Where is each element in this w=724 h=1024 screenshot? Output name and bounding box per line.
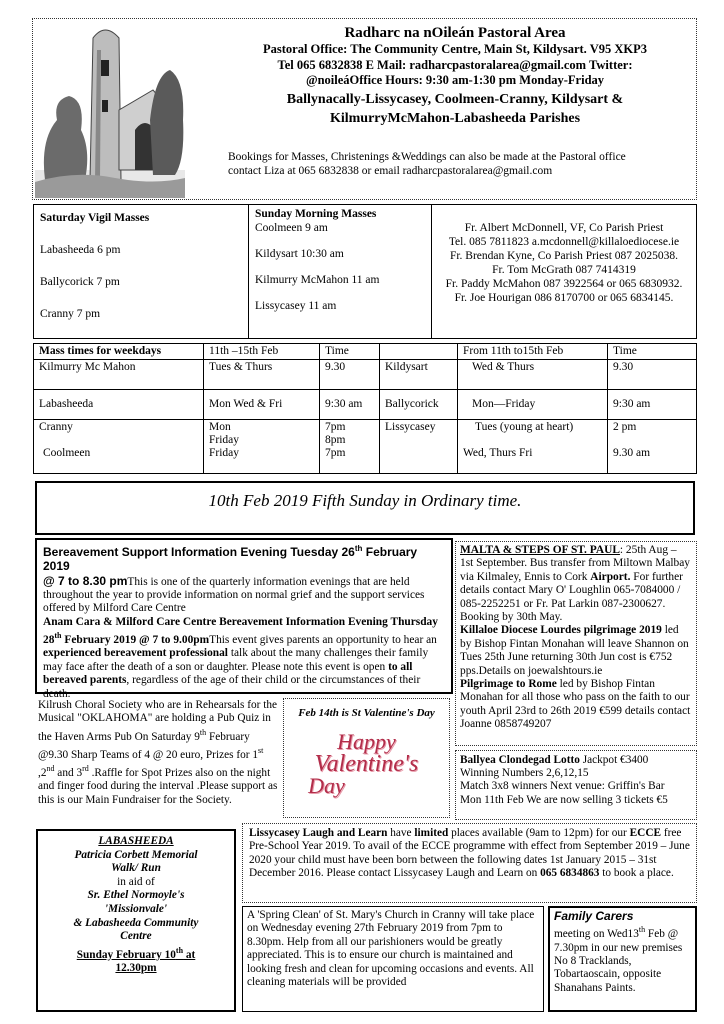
priest-line: Fr. Brendan Kyne, Co Parish Priest 087 2025038.: [449, 250, 679, 262]
kilrush-sup: st: [257, 745, 264, 755]
table-cell: 9:30 am: [608, 390, 697, 420]
labasheeda-title: LABASHEEDA: [98, 835, 174, 847]
anam-cara-sup: th: [54, 631, 62, 641]
table-cell: Kilmurry Mc Mahon: [34, 360, 204, 390]
cell-line: 7pm: [325, 421, 346, 433]
table-header: 11th –15th Feb: [204, 344, 320, 360]
cell-line: Coolmeen: [43, 447, 91, 459]
pilgrimages-notice: [455, 541, 697, 746]
bereavement-notice: [35, 538, 453, 700]
table-cell: Ballycorick: [380, 390, 458, 420]
lissycasey-emph: limited: [414, 827, 449, 839]
labasheeda-line: & Labasheeda Community Centre: [73, 916, 199, 943]
bookings-line-1: Bookings for Masses, Christenings &Weddings can also be made at the Pastoral office: [228, 151, 626, 163]
cell-line: Cranny: [39, 421, 73, 433]
family-carers-text: meeting on Wed13: [554, 928, 639, 941]
priest-line: Tel. 085 7811823 a.mcdonnell@killaloediocese.ie: [448, 236, 680, 248]
table-cell: 9.30: [320, 360, 380, 390]
labasheeda-line: 'Missionvale': [104, 902, 168, 915]
bereavement-title-sup: th: [354, 544, 363, 553]
bereavement-title-end: February 2019: [43, 544, 418, 574]
table-row: [34, 360, 697, 390]
family-carers-text: Feb @ 7.30pm in our new premises No 8 Tracklands, Tobartaoscain, opposite Shanahans Paints.: [554, 928, 683, 994]
table-header: From 11th to15th Feb: [458, 344, 608, 360]
rome-body: led by Bishop Fintan Monahan for all those who pass on the faith to our youth April 23rd to 26th 2019 €599 details contact Joanne 0858749207: [460, 678, 691, 731]
sunday-item: Kilmurry McMahon 11 am: [255, 274, 380, 286]
sunday-title: Sunday Morning Masses: [255, 208, 377, 220]
anam-cara-body: talk about the many challenges their family may face after the death of a son or daughter. Please note this event is open: [43, 647, 429, 673]
header-text: [218, 24, 692, 128]
bookings-note: [228, 150, 688, 178]
anam-cara-title: Anam Cara & Milford Care Centre Bereavement Information Evening Thursday 28: [43, 615, 438, 647]
table-header: Time: [608, 344, 697, 360]
anam-cara-body: This event gives parents an opportunity to hear an: [209, 634, 437, 647]
anam-cara-body: , regardless of the age of their child or the circumstances of their death.: [43, 674, 421, 700]
table-cell: [380, 420, 458, 474]
kilrush-sup: nd: [46, 764, 55, 774]
labasheeda-line: Sr. Ethel Normoyle's: [87, 889, 185, 902]
kilrush-text: and 3: [54, 766, 83, 779]
cell-line: Mon: [209, 421, 231, 433]
table-cell: Mon—Friday: [458, 390, 608, 420]
saturday-item: Labasheeda 6 pm: [40, 244, 121, 256]
table-cell: Kildysart: [380, 360, 458, 390]
anam-cara-emph: experienced bereavement professional: [43, 647, 228, 660]
cell-line: Tues (young at heart): [475, 421, 574, 433]
valentine-caption: Feb 14th is St Valentine's Day: [298, 707, 435, 719]
pastoral-office-address: Pastoral Office: The Community Centre, Main St, Kildysart. V95 XKP3: [263, 42, 647, 56]
labasheeda-date-sup: th: [175, 945, 184, 955]
lotto-jackpot: Jackpot €3400: [579, 754, 649, 766]
table-cell: Labasheeda: [34, 390, 204, 420]
lourdes-title: Killaloe Diocese Lourdes pilgrimage 2019: [460, 624, 662, 637]
bookings-line-2: contact Liza at 065 6832838 or email radharcpastoralarea@gmail.com: [228, 165, 553, 177]
rome-title: Pilgrimage to Rome: [460, 678, 557, 691]
lourdes-body: led by Bishop Fintan Monahan will leave Shannon on Tues 25th June returning 30th Jun cost is €752 pps.Details on joewalshtours.ie: [460, 624, 689, 677]
valentine-line: Happy: [337, 729, 396, 754]
saturday-masses: [34, 205, 249, 338]
table-cell: Wed & Thurs: [458, 360, 608, 390]
table-cell: 9.30: [608, 360, 697, 390]
table-cell: [320, 420, 380, 474]
table-cell: Tues & Thurs: [204, 360, 320, 390]
parishes-line-2: KilmurryMcMahon-Labasheeda Parishes: [329, 110, 581, 126]
labasheeda-date: Sunday February 10: [76, 948, 176, 961]
priests-contacts: [432, 205, 696, 338]
priest-line: Fr. Paddy McMahon 087 3922564 or 065 6830932.: [445, 278, 683, 290]
sunday-banner: 10th Feb 2019 Fifth Sunday in Ordinary time.: [35, 481, 695, 535]
weekday-masses-table: [33, 343, 697, 474]
table-row: [34, 420, 697, 474]
cell-line: Wed, Thurs Fri: [463, 447, 533, 459]
sunday-item: Coolmeen 9 am: [255, 222, 328, 234]
table-cell: 9:30 am: [320, 390, 380, 420]
lotto-title: Ballyea Clondegad Lotto: [460, 754, 580, 766]
spring-clean-notice: A 'Spring Clean' of St. Mary's Church in Cranny will take place on Wednesday evening 27th February 2019 from 7pm to 8.30pm. Help from all our parishioners would be greatly appreciated. This is to ensure our church is maintained and looking fresh and clean for upcoming occasions and events. All cleaning materials will be provided: [242, 906, 544, 1012]
priest-line: Fr. Joe Hourigan 086 8170700 or 065 6834145.: [454, 292, 674, 304]
kilrush-text: Kilrush Choral Society who are in Rehearsals for the Musical "OKLAHOMA" are holding a Pub Quiz in the Haven Arms Pub On Saturday 9: [38, 699, 278, 743]
lissycasey-emph: ECCE: [629, 827, 662, 839]
kilrush-sup: rd: [82, 764, 89, 774]
family-carers-notice: [548, 906, 697, 1012]
kilrush-text: February @9.30 Sharp Teams of 4 @ 20 euro, Prizes for 1: [38, 730, 258, 761]
cell-line: Friday: [209, 447, 240, 459]
family-carers-sup: th: [638, 925, 646, 935]
table-header: Mass times for weekdays: [34, 344, 204, 360]
family-carers-title: Family Carers: [554, 909, 634, 923]
sunday-item: Kildysart 10:30 am: [255, 248, 344, 260]
malta-body: : 25th Aug – 1st September. Bus transfer from Miltown Malbay via Kilmaley, Ennis to Cork: [460, 544, 690, 583]
valentine-line: Day: [308, 773, 345, 798]
table-header: Time: [320, 344, 380, 360]
cell-line: 2 pm: [613, 421, 637, 433]
bereavement-body: This is one of the quarterly information evenings that are held throughout the year to provide information on normal grief and the support services offered by Milford Care Centre: [43, 575, 425, 615]
table-row: [34, 390, 697, 420]
cell-line: Lissycasey: [385, 421, 436, 433]
lotto-next: Mon 11th Feb We are now selling 3 tickets €5: [460, 793, 668, 806]
malta-body: For further details contact Mary O' Loughlin 065-7084000 / 085-2252251 or Fr. Pat Larkin 087-2300627. Booking by 30th May.: [460, 570, 683, 624]
sunday-masses: [249, 205, 432, 338]
table-cell: [608, 420, 697, 474]
table-header-row: [34, 344, 697, 360]
kilrush-text: .Raffle for Spot Prizes also on the night and finger food during the interval .Please support as this is our Main Fundraiser for the Society.: [38, 766, 278, 806]
parishes-line-1: Ballynacally-Lissycasey, Coolmeen-Cranny, Kildysart &: [286, 91, 624, 107]
kilrush-sup: th: [199, 727, 207, 737]
table-cell: [458, 420, 608, 474]
lissycasey-title: Lissycasey Laugh and Learn: [249, 827, 388, 839]
contact-line-1: Tel 065 6832838 E Mail: radharcpastoralarea@gmail.com Twitter:: [277, 57, 633, 72]
saturday-item: Ballycorick 7 pm: [40, 276, 120, 288]
church-ruin-illustration: [35, 20, 185, 198]
labasheeda-line: Walk/ Run: [111, 862, 161, 875]
cell-line: 9.30 am: [613, 447, 651, 459]
priest-line: Fr. Albert McDonnell, VF, Co Parish Priest: [464, 222, 664, 234]
valentine-greeting: [284, 731, 449, 797]
anam-cara-title-end: February 2019 @ 7 to 9.00pm: [61, 634, 210, 647]
contact-line-2: @noileáOffice Hours: 9:30 am-1:30 pm Monday-Friday: [305, 73, 605, 87]
malta-title: MALTA & STEPS OF ST. PAUL: [460, 544, 620, 556]
anam-cara-emph: to all bereaved parents: [43, 660, 413, 687]
lotto-numbers: Winning Numbers 2,6,12,15: [460, 767, 589, 780]
labasheeda-line: in aid of: [117, 875, 155, 888]
lissycasey-text: free Pre-School Year 2019. To avail of the ECCE programme with effect from September 2019 – June 2020 your child must have been born between the following dates 1st January 2015 – 31st December 2016. Please contact Lissycasey Laugh and Learn on: [249, 827, 690, 880]
table-header: [380, 344, 458, 360]
cell-line: Friday: [209, 434, 240, 446]
saturday-item: Cranny 7 pm: [40, 308, 101, 320]
lotto-notice: [455, 750, 697, 820]
kilrush-text: ,2: [38, 766, 47, 779]
lotto-match: Match 3x8 winners Next venue: Griffin's Bar: [460, 780, 665, 793]
lissycasey-ecce-notice: [242, 823, 697, 903]
lissycasey-text: have: [387, 827, 415, 839]
labasheeda-date-end: at: [183, 948, 196, 961]
priest-line: Fr. Tom McGrath 087 7414319: [492, 264, 636, 276]
labasheeda-line: Patricia Corbett Memorial: [74, 848, 198, 861]
malta-airport: Airport.: [590, 570, 631, 583]
saturday-title: Saturday Vigil Masses: [40, 212, 150, 224]
lissycasey-text: places available (9am to 12pm) for our: [448, 827, 630, 839]
labasheeda-walk-notice: [36, 829, 236, 1012]
table-cell: [204, 420, 320, 474]
valentine-line: Valentine's: [314, 751, 419, 777]
valentine-box: [283, 698, 450, 818]
sunday-item: Lissycasey 11 am: [255, 300, 337, 312]
table-cell: Mon Wed & Fri: [204, 390, 320, 420]
lissycasey-text: to book a place.: [599, 867, 674, 880]
bereavement-time: @ 7 to 8.30 pm: [43, 573, 128, 588]
cell-line: 7pm: [325, 447, 346, 459]
lissycasey-phone: 065 6834863: [540, 867, 600, 880]
pastoral-area-title: Radharc na nOileán Pastoral Area: [344, 25, 566, 41]
weekend-masses-box: [33, 204, 697, 339]
bereavement-title: Bereavement Support Information Evening Tuesday 26: [43, 544, 355, 559]
labasheeda-time: 12.30pm: [115, 962, 157, 975]
cell-line: 8pm: [325, 434, 346, 446]
table-cell: [34, 420, 204, 474]
